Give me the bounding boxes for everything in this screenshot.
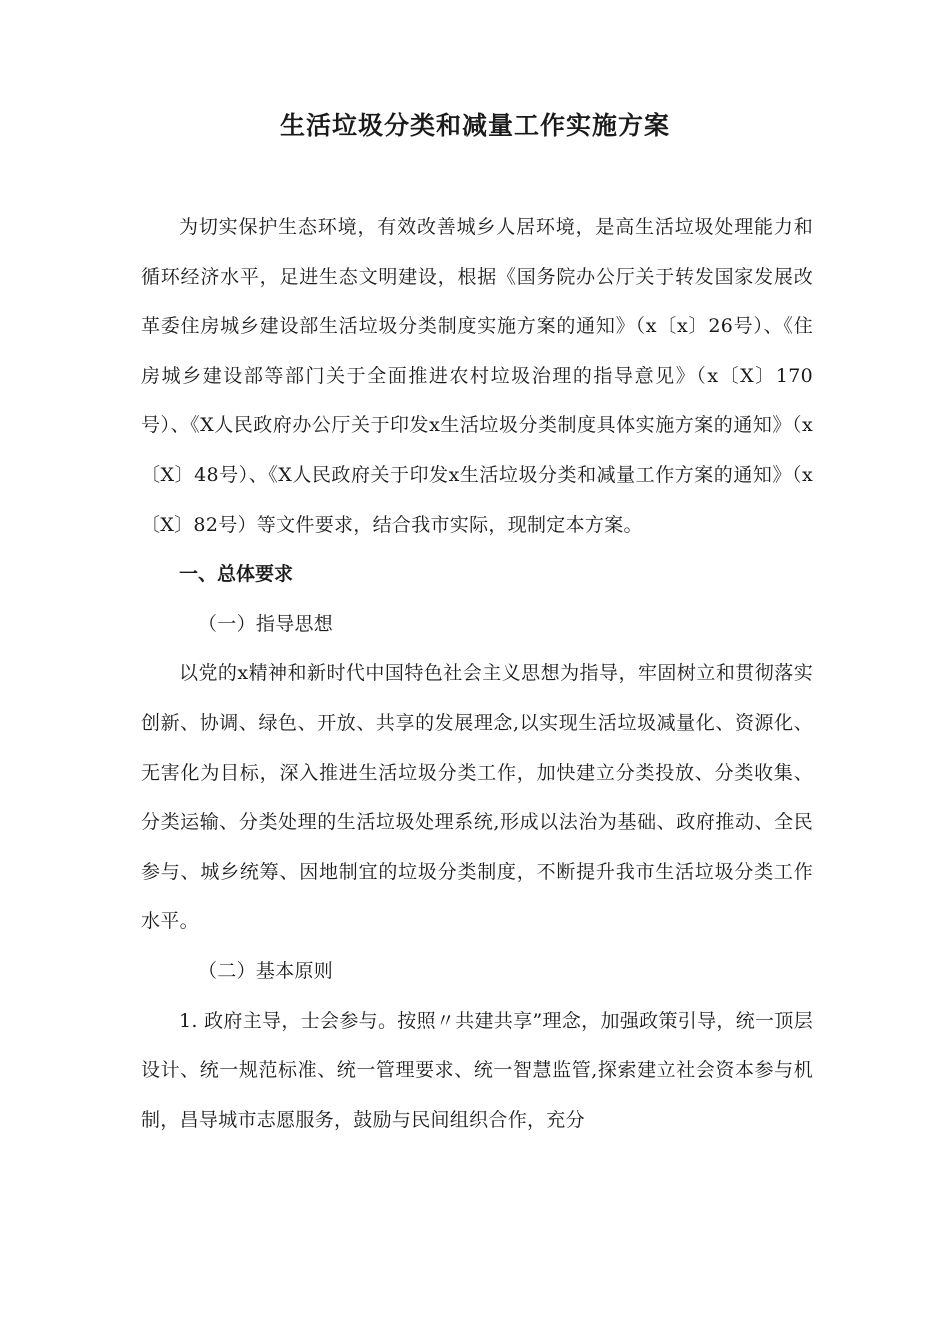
subheading-basic-principles: （二）基本原则 xyxy=(198,959,334,982)
guiding-ideology-paragraph: 以党的x精神和新时代中国特色社会主义思想为指导，牢固树立和贯彻落实创新、协调、绿色、开放、共享的发展理念,以实现生活垃圾减量化、资源化、无害化为目标，深入推进生活垃圾分类工作，加快建立分类投放、分类收集、分类运输、分类处理的生活垃圾处理系统,形成以法治为基础、政府推动、全民参与、城乡统筹、因地制宜的垃圾分类制度，不断提升我市生活垃圾分类工作水平。 xyxy=(141,662,813,933)
principle-1-paragraph: 1. 政府主导，士会参与。按照〃共建共享”理念，加强政策引导，统一顶层设计、统一规范标准、统一管理要求、统一智慧监管,探索建立社会资本参与机制，昌导城市志愿服务，鼓励与民间组织合作，充分 xyxy=(141,1009,813,1131)
document-title: 生活垃圾分类和减量工作实施方案 xyxy=(279,111,670,140)
document-body xyxy=(141,203,813,1145)
section-heading-overall-requirements: 一、总体要求 xyxy=(179,563,294,586)
subheading-guiding-ideology: （一）指导思想 xyxy=(198,612,334,635)
intro-paragraph: 为切实保护生态环境，有效改善城乡人居环境，是高生活垃圾处理能力和循环经济水平，足进生态文明建设，根据《国务院办公厅关于转发国家发展改革委住房城乡建设部生活垃圾分类制度实施方案的通知》（x〔x〕26号）、《住房城乡建设部等部门关于全面推进农村垃圾治理的指导意见》（x〔X〕170号）、《X人民政府办公厅关于印发x生活垃圾分类制度具体实施方案的通知》（x〔X〕48号）、《X人民政府关于印发x生活垃圾分类和减量工作方案的通知》（x〔X〕82号）等文件要求，结合我市实际，现制定本方案。 xyxy=(141,216,813,536)
